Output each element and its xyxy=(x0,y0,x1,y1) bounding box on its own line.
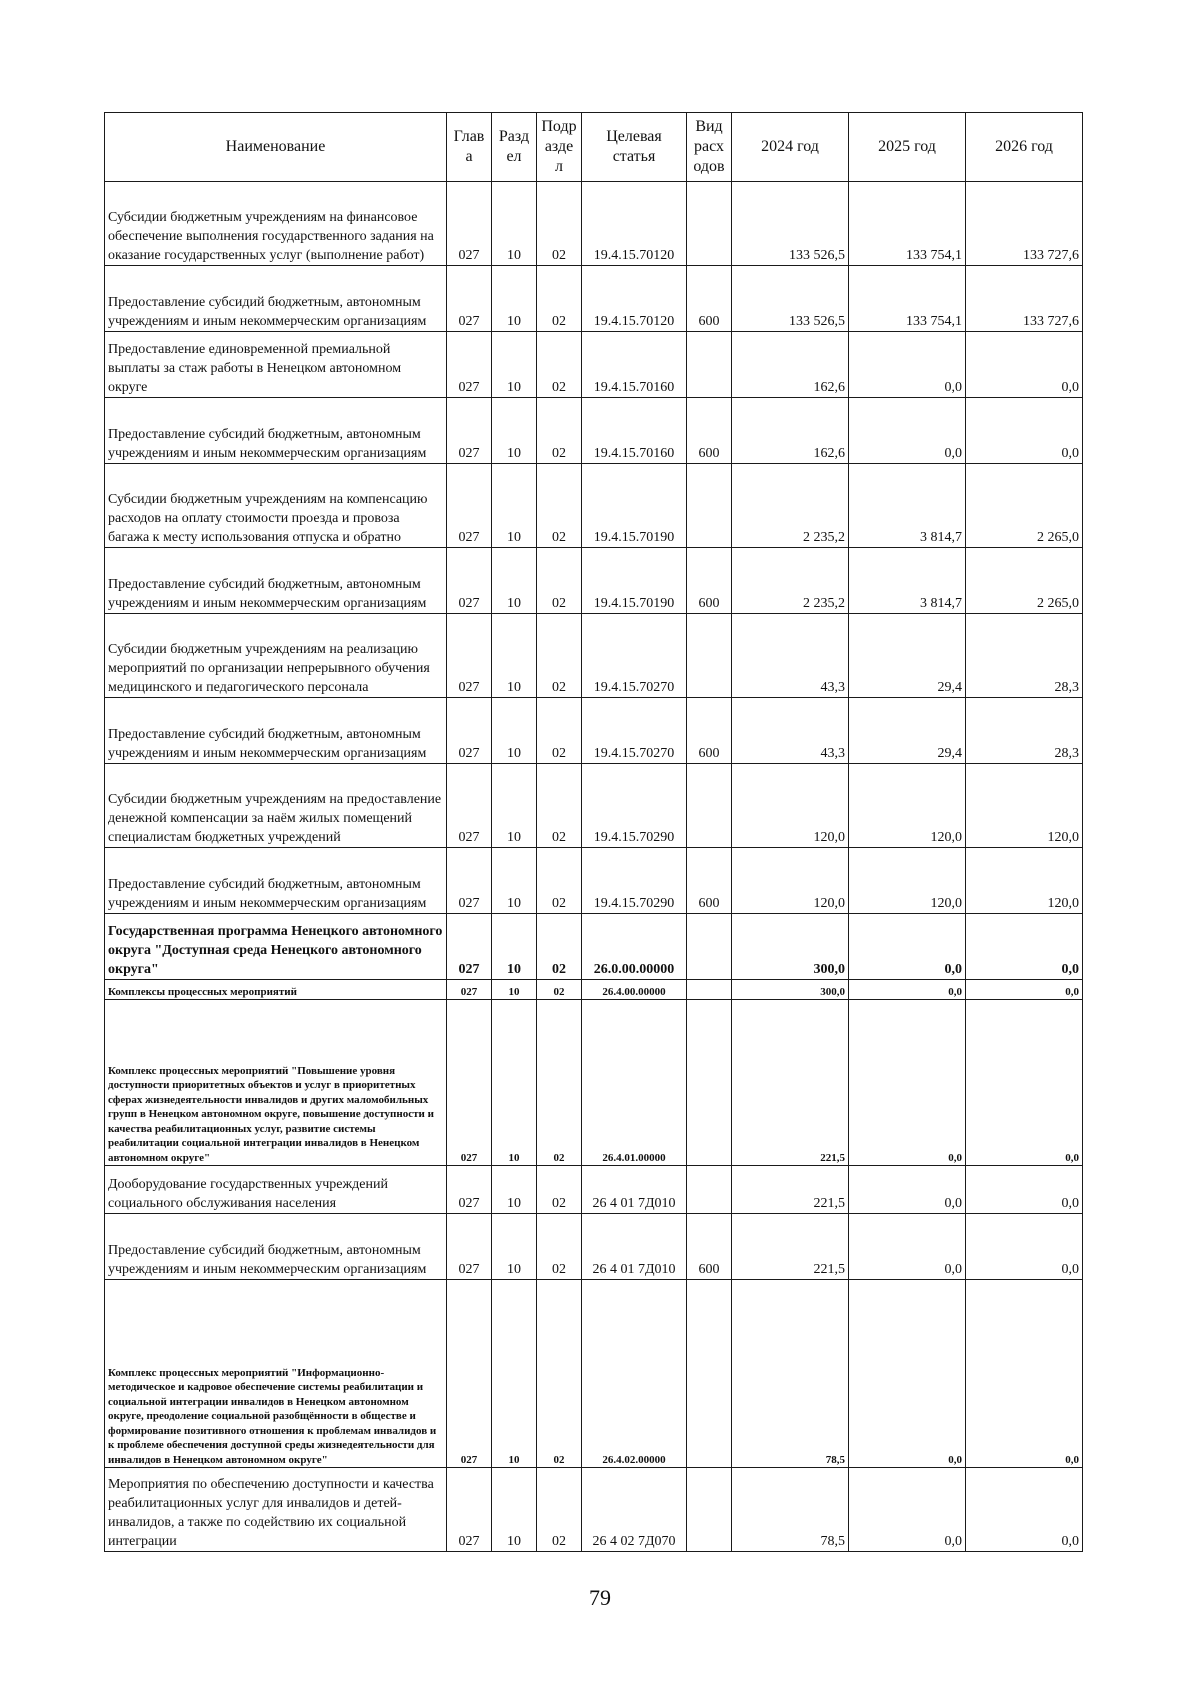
row-razdel: 10 xyxy=(492,764,537,848)
row-razdel: 10 xyxy=(492,332,537,398)
row-2024: 221,5 xyxy=(732,1214,849,1280)
row-target: 26.4.02.00000 xyxy=(582,1280,687,1468)
row-2024: 133 526,5 xyxy=(732,266,849,332)
row-2025: 0,0 xyxy=(849,332,966,398)
row-2024: 162,6 xyxy=(732,332,849,398)
row-target: 26.4.00.00000 xyxy=(582,980,687,1000)
row-2024: 43,3 xyxy=(732,614,849,698)
row-razdel: 10 xyxy=(492,1280,537,1468)
row-glava: 027 xyxy=(447,332,492,398)
row-podrazdel: 02 xyxy=(537,1468,582,1552)
row-2024: 2 235,2 xyxy=(732,548,849,614)
row-vid xyxy=(687,1468,732,1552)
budget-table xyxy=(104,112,1083,1552)
row-podrazdel: 02 xyxy=(537,398,582,464)
row-vid xyxy=(687,1280,732,1468)
row-razdel: 10 xyxy=(492,548,537,614)
row-name: Предоставление субсидий бюджетным, автономным учреждениям и иным некоммерческим организациям xyxy=(105,848,447,914)
row-vid xyxy=(687,980,732,1000)
row-2025: 0,0 xyxy=(849,1000,966,1166)
row-vid: 600 xyxy=(687,848,732,914)
row-vid: 600 xyxy=(687,398,732,464)
row-podrazdel: 02 xyxy=(537,698,582,764)
row-vid: 600 xyxy=(687,698,732,764)
row-glava: 027 xyxy=(447,1468,492,1552)
row-glava: 027 xyxy=(447,1280,492,1468)
row-name: Предоставление субсидий бюджетным, автономным учреждениям и иным некоммерческим организациям xyxy=(105,266,447,332)
row-2024: 133 526,5 xyxy=(732,182,849,266)
table-row xyxy=(105,764,1083,848)
table-row xyxy=(105,332,1083,398)
row-glava: 027 xyxy=(447,764,492,848)
table-row xyxy=(105,1280,1083,1468)
row-name: Субсидии бюджетным учреждениям на финансовое обеспечение выполнения государственного задания на оказание государственных услуг (выполнение работ) xyxy=(105,182,447,266)
row-name: Комплекс процессных мероприятий "Информационно-методическое и кадровое обеспечение системы реабилитации и социальной интеграции инвалидов в Ненецком автономном округе, преодоление социальной разобщённости в обществе и формирование позитивного отношения к проблемам инвалидов и к проблеме обеспечения доступной среды жизнедеятельности для инвалидов в Ненецком автономном округе" xyxy=(105,1280,447,1468)
row-2024: 120,0 xyxy=(732,764,849,848)
row-target: 19.4.15.70160 xyxy=(582,332,687,398)
row-2024: 78,5 xyxy=(732,1468,849,1552)
table-row xyxy=(105,1166,1083,1214)
table-row xyxy=(105,1214,1083,1280)
row-2025: 0,0 xyxy=(849,398,966,464)
row-glava: 027 xyxy=(447,914,492,980)
row-2024: 300,0 xyxy=(732,914,849,980)
row-razdel: 10 xyxy=(492,1214,537,1280)
row-razdel: 10 xyxy=(492,1468,537,1552)
row-target: 19.4.15.70120 xyxy=(582,182,687,266)
row-razdel: 10 xyxy=(492,182,537,266)
header-2024: 2024 год xyxy=(732,113,849,182)
table-row xyxy=(105,464,1083,548)
row-name: Комплекс процессных мероприятий "Повышение уровня доступности приоритетных объектов и услуг в приоритетных сферах жизнедеятельности инвалидов и других маломобильных групп в Ненецком автономном округе, повышение доступности и качества реабилитационных услуг, развитие системы реабилитации социальной интеграции инвалидов в Ненецком автономном округе" xyxy=(105,1000,447,1166)
row-name: Субсидии бюджетным учреждениям на реализацию мероприятий по организации непрерывного обучения медицинского и педагогического персонала xyxy=(105,614,447,698)
row-2025: 120,0 xyxy=(849,848,966,914)
row-razdel: 10 xyxy=(492,398,537,464)
row-vid: 600 xyxy=(687,266,732,332)
row-name: Комплексы процессных мероприятий xyxy=(105,980,447,1000)
row-2025: 0,0 xyxy=(849,1214,966,1280)
row-2026: 0,0 xyxy=(966,1468,1083,1552)
row-2026: 0,0 xyxy=(966,398,1083,464)
table-row xyxy=(105,698,1083,764)
row-name: Дооборудование государственных учреждений социального обслуживания населения xyxy=(105,1166,447,1214)
row-name: Государственная программа Ненецкого автономного округа "Доступная среда Ненецкого автономного округа" xyxy=(105,914,447,980)
row-glava: 027 xyxy=(447,980,492,1000)
row-2025: 29,4 xyxy=(849,614,966,698)
row-razdel: 10 xyxy=(492,914,537,980)
row-razdel: 10 xyxy=(492,266,537,332)
row-2026: 133 727,6 xyxy=(966,182,1083,266)
row-target: 19.4.15.70290 xyxy=(582,764,687,848)
row-name: Субсидии бюджетным учреждениям на компенсацию расходов на оплату стоимости проезда и провоза багажа к месту использования отпуска и обратно xyxy=(105,464,447,548)
row-target: 19.4.15.70290 xyxy=(582,848,687,914)
row-glava: 027 xyxy=(447,398,492,464)
row-razdel: 10 xyxy=(492,1000,537,1166)
row-glava: 027 xyxy=(447,848,492,914)
row-2026: 2 265,0 xyxy=(966,464,1083,548)
row-2026: 0,0 xyxy=(966,980,1083,1000)
row-razdel: 10 xyxy=(492,614,537,698)
table-row xyxy=(105,1468,1083,1552)
row-2024: 221,5 xyxy=(732,1166,849,1214)
row-2024: 300,0 xyxy=(732,980,849,1000)
row-2026: 0,0 xyxy=(966,1280,1083,1468)
row-podrazdel: 02 xyxy=(537,1214,582,1280)
row-2025: 3 814,7 xyxy=(849,548,966,614)
table-row xyxy=(105,266,1083,332)
row-target: 26.4.01.00000 xyxy=(582,1000,687,1166)
row-2026: 120,0 xyxy=(966,764,1083,848)
row-vid xyxy=(687,914,732,980)
row-vid xyxy=(687,464,732,548)
row-glava: 027 xyxy=(447,1166,492,1214)
row-2025: 0,0 xyxy=(849,1166,966,1214)
row-2026: 120,0 xyxy=(966,848,1083,914)
row-name: Предоставление субсидий бюджетным, автономным учреждениям и иным некоммерческим организациям xyxy=(105,1214,447,1280)
header-podrazdel: Подр азде л xyxy=(537,113,582,182)
table-row xyxy=(105,980,1083,1000)
row-target: 26 4 01 7Д010 xyxy=(582,1166,687,1214)
row-2026: 2 265,0 xyxy=(966,548,1083,614)
row-target: 26 4 02 7Д070 xyxy=(582,1468,687,1552)
row-podrazdel: 02 xyxy=(537,764,582,848)
row-2025: 3 814,7 xyxy=(849,464,966,548)
row-podrazdel: 02 xyxy=(537,914,582,980)
row-razdel: 10 xyxy=(492,698,537,764)
header-target: Целевая статья xyxy=(582,113,687,182)
row-podrazdel: 02 xyxy=(537,332,582,398)
row-name: Субсидии бюджетным учреждениям на предоставление денежной компенсации за наём жилых помещений специалистам бюджетных учреждений xyxy=(105,764,447,848)
row-2025: 133 754,1 xyxy=(849,182,966,266)
row-2024: 2 235,2 xyxy=(732,464,849,548)
row-glava: 027 xyxy=(447,614,492,698)
row-2026: 133 727,6 xyxy=(966,266,1083,332)
row-vid xyxy=(687,182,732,266)
row-glava: 027 xyxy=(447,548,492,614)
row-2026: 0,0 xyxy=(966,914,1083,980)
row-2025: 0,0 xyxy=(849,1280,966,1468)
row-2025: 29,4 xyxy=(849,698,966,764)
row-glava: 027 xyxy=(447,698,492,764)
row-vid: 600 xyxy=(687,1214,732,1280)
header-vid: Вид расх одов xyxy=(687,113,732,182)
row-podrazdel: 02 xyxy=(537,1000,582,1166)
row-2026: 0,0 xyxy=(966,332,1083,398)
row-2024: 120,0 xyxy=(732,848,849,914)
row-2025: 0,0 xyxy=(849,914,966,980)
row-target: 19.4.15.70120 xyxy=(582,266,687,332)
table-body xyxy=(105,182,1083,1552)
row-target: 19.4.15.70190 xyxy=(582,464,687,548)
row-2025: 0,0 xyxy=(849,1468,966,1552)
row-razdel: 10 xyxy=(492,980,537,1000)
table-row xyxy=(105,548,1083,614)
row-glava: 027 xyxy=(447,1214,492,1280)
table-row xyxy=(105,848,1083,914)
row-target: 19.4.15.70190 xyxy=(582,548,687,614)
table-header-row xyxy=(105,113,1083,182)
row-2026: 0,0 xyxy=(966,1214,1083,1280)
row-podrazdel: 02 xyxy=(537,464,582,548)
row-name: Мероприятия по обеспечению доступности и качества реабилитационных услуг для инвалидов и детей-инвалидов, а также по содействию их социальной интеграции xyxy=(105,1468,447,1552)
row-target: 19.4.15.70270 xyxy=(582,698,687,764)
row-2026: 28,3 xyxy=(966,698,1083,764)
row-podrazdel: 02 xyxy=(537,848,582,914)
row-target: 26 4 01 7Д010 xyxy=(582,1214,687,1280)
row-2026: 28,3 xyxy=(966,614,1083,698)
row-vid xyxy=(687,332,732,398)
row-glava: 027 xyxy=(447,182,492,266)
row-2024: 78,5 xyxy=(732,1280,849,1468)
table-row xyxy=(105,182,1083,266)
row-vid: 600 xyxy=(687,548,732,614)
row-2025: 120,0 xyxy=(849,764,966,848)
row-2026: 0,0 xyxy=(966,1166,1083,1214)
table-row xyxy=(105,1000,1083,1166)
row-2024: 43,3 xyxy=(732,698,849,764)
row-podrazdel: 02 xyxy=(537,614,582,698)
header-name: Наименование xyxy=(105,113,447,182)
row-glava: 027 xyxy=(447,1000,492,1166)
row-name: Предоставление субсидий бюджетным, автономным учреждениям и иным некоммерческим организациям xyxy=(105,698,447,764)
row-podrazdel: 02 xyxy=(537,548,582,614)
row-razdel: 10 xyxy=(492,848,537,914)
row-2024: 221,5 xyxy=(732,1000,849,1166)
page-number: 79 xyxy=(589,1585,611,1610)
row-vid xyxy=(687,764,732,848)
row-name: Предоставление субсидий бюджетным, автономным учреждениям и иным некоммерческим организациям xyxy=(105,398,447,464)
row-target: 26.0.00.00000 xyxy=(582,914,687,980)
header-razdel: Разд ел xyxy=(492,113,537,182)
table-row xyxy=(105,614,1083,698)
row-2026: 0,0 xyxy=(966,1000,1083,1166)
row-target: 19.4.15.70160 xyxy=(582,398,687,464)
row-vid xyxy=(687,1166,732,1214)
row-podrazdel: 02 xyxy=(537,1280,582,1468)
row-2025: 133 754,1 xyxy=(849,266,966,332)
row-2024: 162,6 xyxy=(732,398,849,464)
row-podrazdel: 02 xyxy=(537,182,582,266)
table-row xyxy=(105,398,1083,464)
row-razdel: 10 xyxy=(492,464,537,548)
row-razdel: 10 xyxy=(492,1166,537,1214)
row-glava: 027 xyxy=(447,464,492,548)
row-glava: 027 xyxy=(447,266,492,332)
header-glava: Глав а xyxy=(447,113,492,182)
row-podrazdel: 02 xyxy=(537,980,582,1000)
row-2025: 0,0 xyxy=(849,980,966,1000)
header-2025: 2025 год xyxy=(849,113,966,182)
row-name: Предоставление единовременной премиальной выплаты за стаж работы в Ненецком автономном округе xyxy=(105,332,447,398)
row-podrazdel: 02 xyxy=(537,1166,582,1214)
header-2026: 2026 год xyxy=(966,113,1083,182)
table-row xyxy=(105,914,1083,980)
row-target: 19.4.15.70270 xyxy=(582,614,687,698)
row-name: Предоставление субсидий бюджетным, автономным учреждениям и иным некоммерческим организациям xyxy=(105,548,447,614)
row-vid xyxy=(687,1000,732,1166)
row-podrazdel: 02 xyxy=(537,266,582,332)
row-vid xyxy=(687,614,732,698)
